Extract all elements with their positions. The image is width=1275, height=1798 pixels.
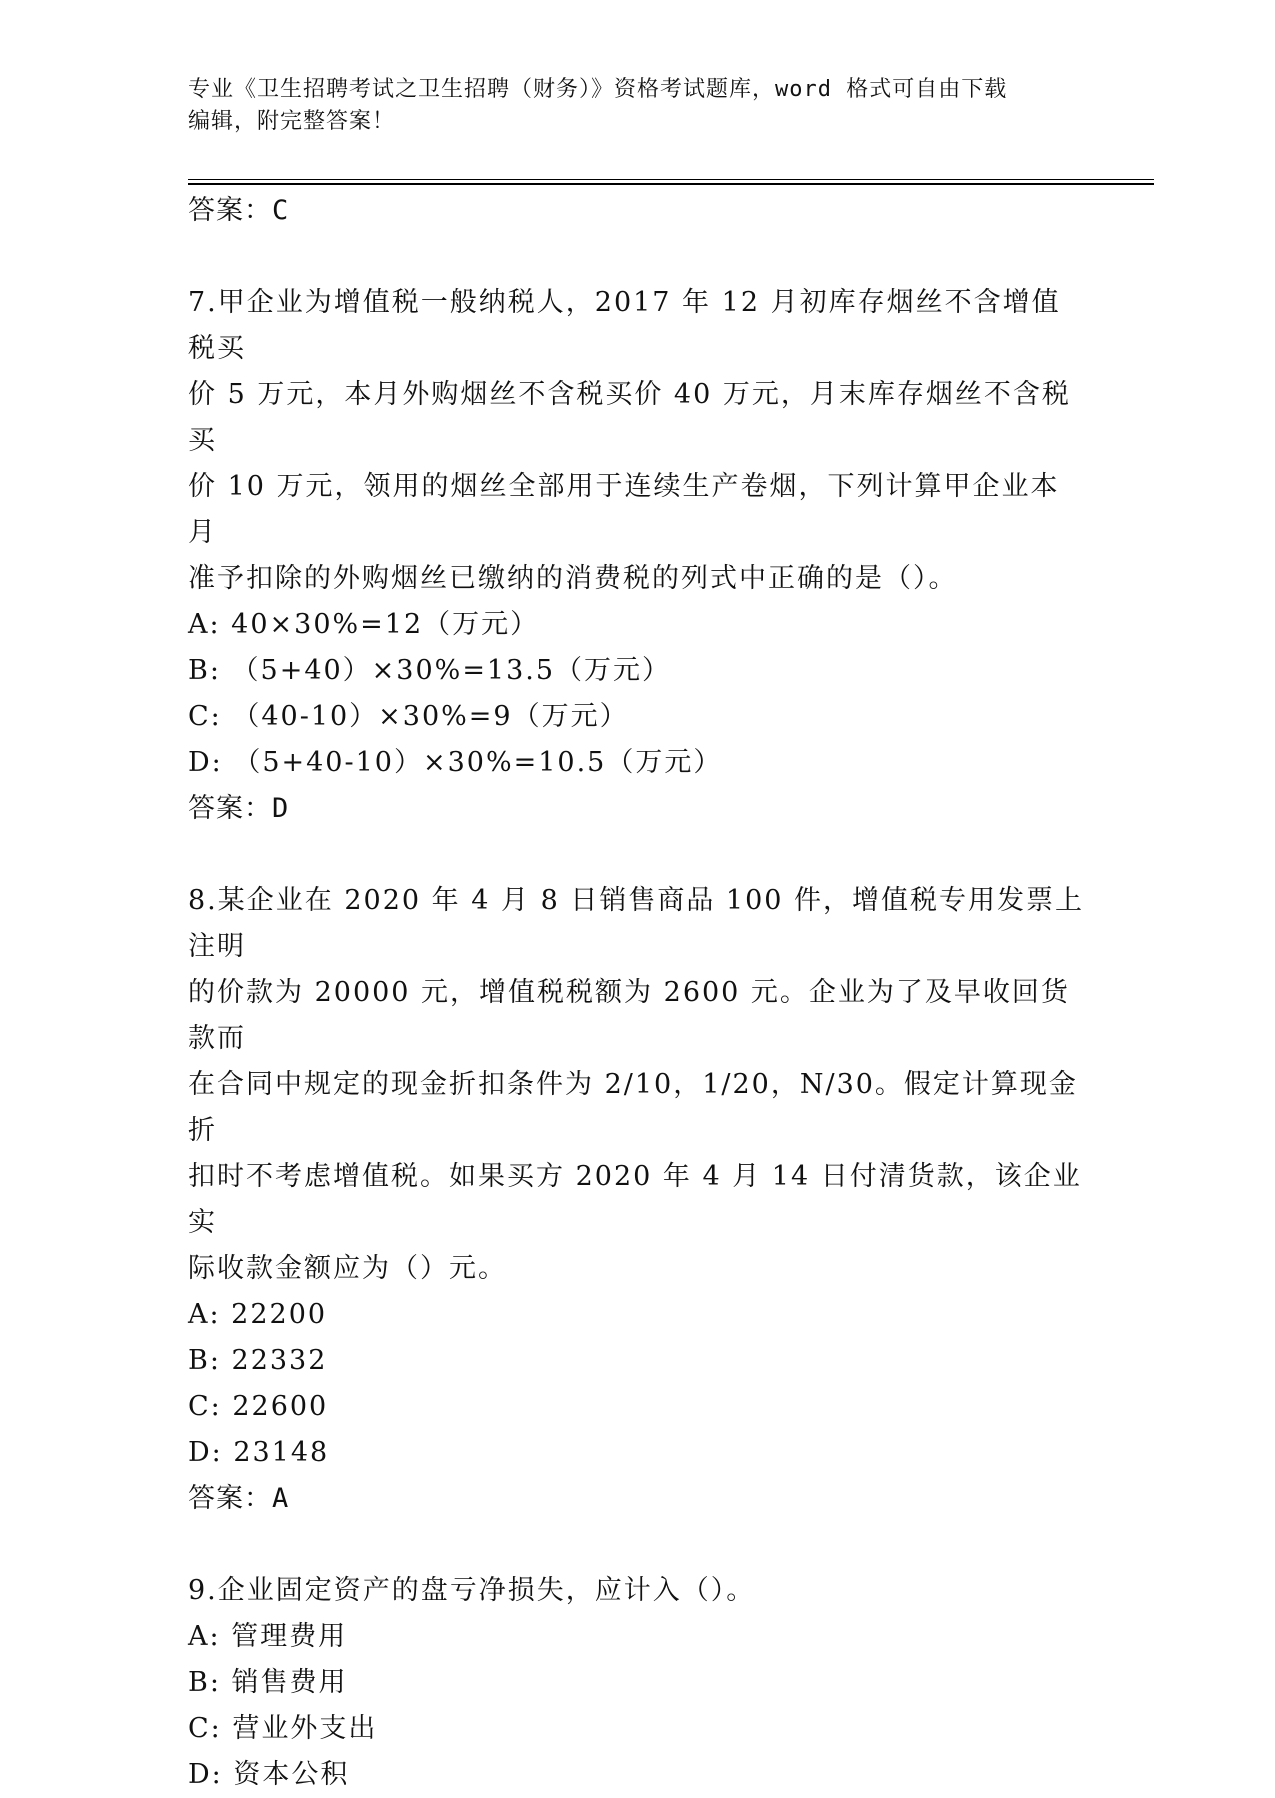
document-header bbox=[188, 74, 1068, 138]
question-line: 际收款金额应为（）元。 bbox=[188, 1253, 507, 1284]
option-a: A: 40×30%=12（万元） bbox=[188, 609, 540, 640]
option-c: C: 22600 bbox=[188, 1391, 329, 1422]
header-rule-thin bbox=[188, 179, 1154, 180]
question-line: 准予扣除的外购烟丝已缴纳的消费税的列式中正确的是（）。 bbox=[188, 563, 958, 594]
option-c: C: （40-10）×30%=9（万元） bbox=[188, 701, 629, 732]
question-line: 9.企业固定资产的盘亏净损失，应计入（）。 bbox=[188, 1575, 756, 1606]
option-a: A: 管理费用 bbox=[188, 1621, 348, 1652]
question-line: 价 10 万元，领用的烟丝全部用于连续生产卷烟，下列计算甲企业本月 bbox=[188, 471, 1060, 548]
question-line: 的价款为 20000 元，增值税税额为 2600 元。企业为了及早收回货款而 bbox=[188, 977, 1070, 1054]
question-8-stem bbox=[188, 878, 1088, 1292]
option-b: B: 22332 bbox=[188, 1345, 328, 1376]
header-rule-thick bbox=[188, 183, 1154, 185]
option-b: B: 销售费用 bbox=[188, 1667, 348, 1698]
option-d: D: 23148 bbox=[188, 1437, 330, 1468]
question-7-stem bbox=[188, 280, 1088, 602]
question-8-answer: 答案：A bbox=[188, 1483, 290, 1514]
spacer bbox=[188, 1522, 1088, 1568]
question-9 bbox=[188, 1568, 1088, 1798]
option-d: D: 资本公积 bbox=[188, 1759, 350, 1790]
header-line-1: 专业《卫生招聘考试之卫生招聘（财务）》资格考试题库，word 格式可自由下载 bbox=[188, 77, 1008, 102]
previous-answer: 答案：C bbox=[188, 195, 290, 226]
question-7-answer: 答案：D bbox=[188, 793, 290, 824]
header-line-2: 编辑，附完整答案！ bbox=[188, 109, 396, 134]
option-a: A: 22200 bbox=[188, 1299, 328, 1330]
question-line: 7.甲企业为增值税一般纳税人，2017 年 12 月初库存烟丝不含增值税买 bbox=[188, 287, 1061, 364]
question-7 bbox=[188, 280, 1088, 832]
question-line: 8.某企业在 2020 年 4 月 8 日销售商品 100 件，增值税专用发票上注明 bbox=[188, 885, 1085, 962]
question-9-stem bbox=[188, 1568, 1088, 1614]
question-line: 价 5 万元，本月外购烟丝不含税买价 40 万元，月末库存烟丝不含税买 bbox=[188, 379, 1071, 456]
question-8 bbox=[188, 878, 1088, 1522]
spacer bbox=[188, 234, 1088, 280]
spacer bbox=[188, 832, 1088, 878]
question-line: 扣时不考虑增值税。如果买方 2020 年 4 月 14 日付清货款，该企业实 bbox=[188, 1161, 1082, 1238]
question-line: 在合同中规定的现金折扣条件为 2/10，1/20，N/30。假定计算现金折 bbox=[188, 1069, 1078, 1146]
option-b: B: （5+40）×30%=13.5（万元） bbox=[188, 655, 672, 686]
option-d: D: （5+40-10）×30%=10.5（万元） bbox=[188, 747, 723, 778]
question-content bbox=[188, 188, 1088, 1798]
option-c: C: 营业外支出 bbox=[188, 1713, 378, 1744]
